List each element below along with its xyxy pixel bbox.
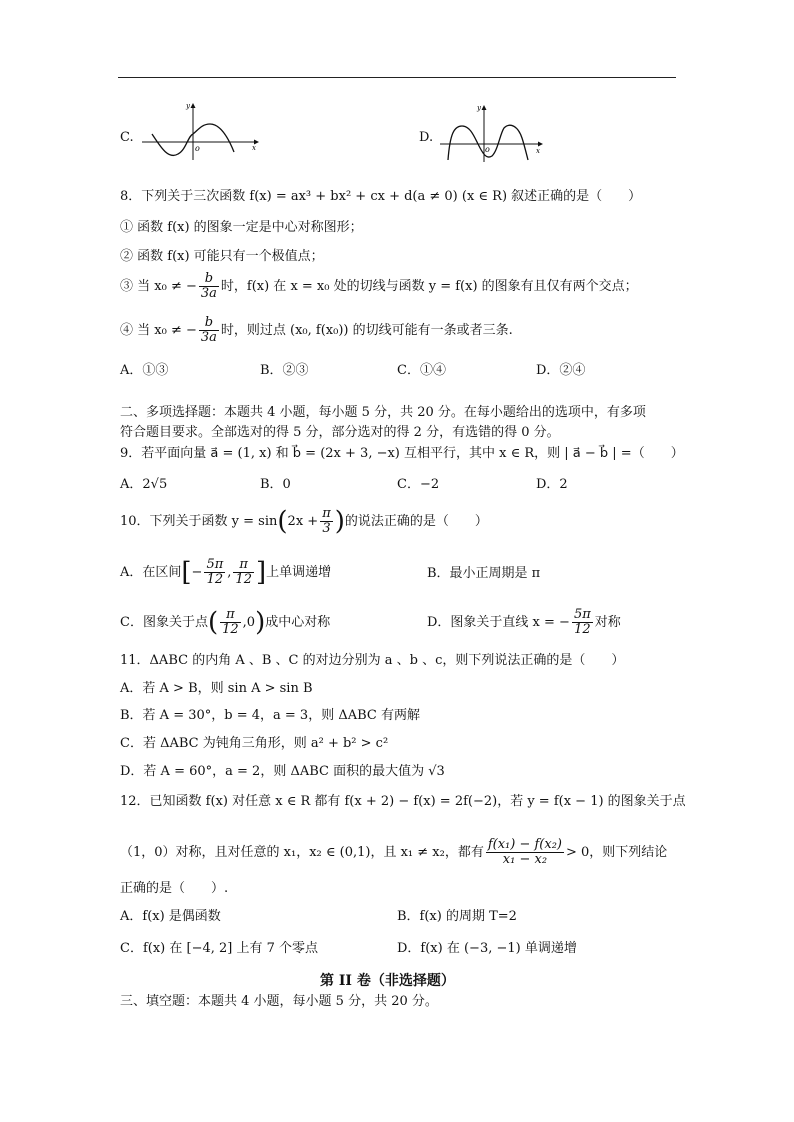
q8-option-b: B．②③ [260, 363, 309, 378]
option-d-label: D. [419, 130, 434, 145]
q10-option-b: B．最小正周期是 π [427, 566, 541, 581]
q11-option-d: D．若 A = 60°，a = 2，则 ΔABC 面积的最大值为 √3 [120, 764, 445, 779]
q10-stem-pre: 10．下列关于函数 y = sin [120, 514, 278, 529]
fraction-numerator: π [220, 608, 241, 623]
q10-stem [120, 507, 488, 536]
fraction-denominator: 12 [235, 572, 252, 587]
fraction-numerator: b [199, 272, 219, 287]
paren-open: ( [277, 506, 288, 537]
y-axis-arrow [191, 103, 196, 108]
y-axis-label: y [477, 104, 481, 112]
q12-fraction [486, 838, 564, 867]
q10-option-a: A．在区间[− $\frac{5\pi}{12}$ , $\frac{\pi}{12}$ ]上单调递增 [120, 557, 332, 588]
fraction-numerator: b [199, 316, 219, 331]
q12-stem-line2 [120, 838, 667, 867]
q8-s3-pre: ③ 当 x₀ ≠ − [120, 279, 197, 294]
x-axis-label: x [536, 147, 540, 155]
bracket-open: [ [181, 557, 192, 588]
section3-intro: 三、填空题：本题共 4 小题，每小题 5 分，共 20 分。 [120, 994, 438, 1009]
fraction-numerator: 5π [206, 557, 224, 572]
q9-option-a: A．2√5 [120, 477, 168, 492]
paren-open: ( [207, 607, 219, 638]
q8-statement-4 [120, 316, 513, 345]
q10-c-post: 成中心对称 [265, 615, 331, 630]
q8-option-d: D．②④ [536, 363, 586, 378]
part2-title: 第 II 卷（非选择题） [320, 973, 455, 989]
q10-d-post: 对称 [594, 615, 621, 630]
q10-c-fraction [220, 608, 241, 637]
fraction-denominator: 3a [200, 330, 217, 345]
header-rule [118, 77, 676, 78]
paren-close: ) [255, 607, 266, 638]
q12-option-c: C．f(x) 在 [−4, 2] 上有 7 个零点 [120, 941, 319, 956]
q12-option-d: D．f(x) 在 (−3, −1) 单调递增 [397, 941, 577, 956]
q12-stem-line1: 12．已知函数 f(x) 对任意 x ∈ R 都有 f(x + 2) − f(x) = 2f(−2)，若 y = f(x − 1) 的图象关于点 [120, 794, 686, 809]
fraction-denominator: 12 [222, 622, 239, 637]
q10-d-pre: D．图象关于直线 x = − [427, 615, 570, 630]
graph-option-c [142, 102, 260, 160]
origin-label: o [195, 144, 200, 153]
fraction-denominator: 3 [322, 521, 331, 536]
section2-intro-line1: 二、多项选择题：本题共 4 小题，每小题 5 分，共 20 分。在每小题给出的选项中，有多项 [120, 405, 646, 420]
q11-option-c: C．若 ΔABC 为钝角三角形，则 a² + b² > c² [120, 736, 389, 751]
q8-s4-post: 时，则过点 (x₀, f(x₀)) 的切线可能有一条或者三条. [220, 323, 513, 338]
q12-option-b: B．f(x) 的周期 T=2 [397, 909, 517, 924]
q10-d-fraction [572, 608, 593, 637]
x-axis-label: x [252, 144, 256, 152]
q9-stem: 9．若平面向量 a⃗ = (1, x) 和 b⃗ = (2x + 3, −x) 互相平行，其中 x ∈ R，则 | a⃗ − b⃗ | =（ ） [120, 446, 684, 461]
q12-option-a: A．f(x) 是偶函数 [120, 909, 221, 924]
fraction-denominator: 12 [206, 572, 224, 587]
q10-c-pre: C．图象关于点 [120, 615, 208, 630]
q10-option-c: C．图象关于点( $\frac{\pi}{12}$ ,0)成中心对称 [120, 607, 331, 638]
q10-fraction [320, 507, 333, 536]
paren-close: ) [334, 506, 345, 537]
q8-stem: 8．下列关于三次函数 f(x) = ax³ + bx² + cx + d(a ≠ 0) (x ∈ R) 叙述正确的是（ ） [120, 189, 642, 204]
q8-option-a: A．①③ [120, 363, 169, 378]
q10-a-fraction-2 [233, 558, 254, 587]
q9-option-c: C．−2 [397, 477, 440, 492]
section2-intro-line2: 符合题目要求。全部选对的得 5 分，部分选对的得 2 分，有选错的得 0 分。 [120, 425, 560, 440]
y-axis-arrow [482, 105, 487, 110]
q11-stem: 11．ΔABC 的内角 A 、B 、C 的对边分别为 a 、b 、c，则下列说法正确的是（ ） [120, 653, 625, 668]
fraction-denominator: 12 [574, 622, 591, 637]
fraction-numerator: π [322, 506, 331, 521]
q10-a-post: 上单调递增 [266, 565, 332, 580]
x-axis-arrow [538, 142, 543, 147]
option-c-label: C. [120, 130, 134, 145]
fraction-denominator: x₁ − x₂ [502, 852, 548, 867]
q10-a-pre: A．在区间 [120, 565, 182, 580]
graph-option-d [440, 104, 544, 162]
origin-label: o [485, 145, 490, 154]
q9-option-b: B．0 [260, 477, 291, 492]
bracket-close: ] [255, 557, 267, 588]
q11-option-a: A．若 A > B，则 sin A > sin B [120, 681, 313, 696]
fraction-numerator: f(x₁) − f(x₂) [487, 837, 562, 852]
q8-s4-pre: ④ 当 x₀ ≠ − [120, 323, 197, 338]
q11-option-b: B．若 A = 30°，b = 4，a = 3，则 ΔABC 有两解 [120, 708, 420, 723]
q12-line2-post: > 0，则下列结论 [566, 845, 668, 860]
q10-option-d [427, 608, 621, 637]
q10-stem-inner: 2x + [287, 514, 319, 529]
curve [448, 125, 528, 160]
q12-stem-line3: 正确的是（ ）. [120, 881, 229, 896]
q8-s4-fraction [199, 316, 219, 345]
q8-s3-fraction [199, 272, 219, 301]
q8-statement-2: ② 函数 f(x) 可能只有一个极值点； [120, 249, 324, 264]
q8-statement-1: ① 函数 f(x) 的图象一定是中心对称图形； [120, 220, 363, 235]
q10-a-fraction-1 [204, 558, 225, 587]
q12-line2-pre: （1，0）对称，且对任意的 x₁，x₂ ∈ (0,1)，且 x₁ ≠ x₂，都有 [120, 845, 484, 860]
y-axis-label: y [186, 102, 190, 110]
q10-stem-post: 的说法正确的是（ ） [344, 514, 488, 529]
fraction-denominator: 3a [200, 286, 217, 301]
q8-s3-post: 时，f(x) 在 x = x₀ 处的切线与函数 y = f(x) 的图象有且仅有两个交点； [220, 279, 638, 294]
fraction-numerator: 5π [573, 607, 591, 622]
q9-option-d: D．2 [536, 477, 568, 492]
q8-option-c: C．①④ [397, 363, 446, 378]
fraction-numerator: π [233, 558, 254, 573]
q8-statement-3 [120, 272, 638, 301]
